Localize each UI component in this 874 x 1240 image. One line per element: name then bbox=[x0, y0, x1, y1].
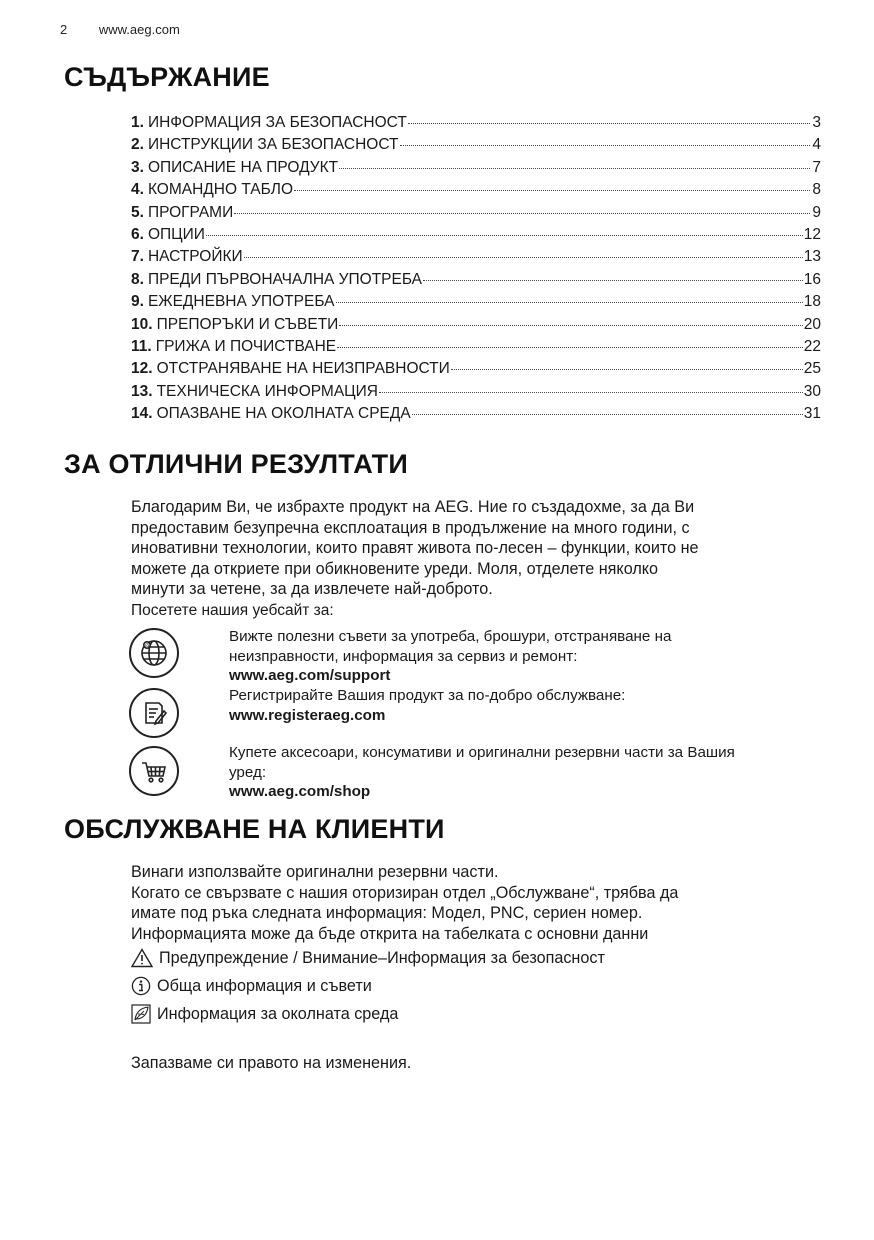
toc-item-label: НАСТРОЙКИ bbox=[147, 248, 243, 266]
web-item-text bbox=[229, 627, 819, 686]
service-heading: ОБСЛУЖВАНЕ НА КЛИЕНТИ bbox=[64, 814, 445, 844]
toc-item-page: 7 bbox=[812, 158, 821, 176]
toc-item-number: 3. bbox=[131, 158, 144, 176]
visit-label: Посетете нашия уебсайт за: bbox=[131, 602, 334, 619]
service-paragraph bbox=[131, 862, 821, 944]
toc-item-page: 3 bbox=[812, 114, 821, 131]
toc-item-number: 8. bbox=[131, 270, 144, 288]
text-line: минути за четене, за да извлечете най-доброто. bbox=[131, 580, 493, 599]
toc-item-page: 25 bbox=[803, 360, 821, 378]
toc-item-number: 12. bbox=[131, 360, 153, 378]
page-header bbox=[60, 22, 180, 37]
legend-text: Информация за околната среда bbox=[157, 1005, 399, 1023]
text-line: Вижте полезни съвети за употреба, брошури, отстраняване на bbox=[229, 628, 672, 645]
legend-warning bbox=[131, 948, 605, 968]
toc-item-label: ПРЕПОРЪКИ И СЪВЕТИ bbox=[156, 315, 339, 333]
toc-leader bbox=[336, 288, 803, 303]
toc-item-page: 12 bbox=[803, 225, 821, 243]
toc-item-label: ИНФОРМАЦИЯ ЗА БЕЗОПАСНОСТ bbox=[147, 114, 407, 131]
toc-item[interactable] bbox=[131, 403, 821, 425]
support-link[interactable]: www.aeg.com/support bbox=[229, 667, 391, 685]
toc-leader bbox=[294, 176, 810, 191]
toc-item-label: ИНСТРУКЦИИ ЗА БЕЗОПАСНОСТ bbox=[147, 136, 399, 154]
text-line: иновативни технологии, които правят живота по-лесен – функции, които не bbox=[131, 539, 699, 558]
text-line: Информацията може да бъде открита на табелката с основни данни bbox=[131, 924, 649, 943]
toc-item-number: 13. bbox=[131, 382, 153, 400]
toc-leader bbox=[206, 221, 803, 236]
text-line: Винаги използвайте оригинални резервни части. bbox=[131, 863, 499, 881]
toc-item-label: ПРОГРАМИ bbox=[147, 203, 234, 221]
text-line: неизправности, информация за сервиз и ремонт: bbox=[229, 647, 578, 665]
legend-text: Предупреждение / Внимание–Информация за безопасност bbox=[159, 949, 605, 967]
legend-environment bbox=[131, 1004, 398, 1024]
toc-leader bbox=[337, 333, 803, 348]
toc-item-page: 30 bbox=[803, 382, 821, 400]
toc-leader bbox=[423, 266, 803, 281]
leaf-icon bbox=[131, 1004, 151, 1024]
toc-item-label: ЕЖЕДНЕВНА УПОТРЕБА bbox=[147, 293, 335, 311]
toc-item-page: 9 bbox=[812, 203, 821, 221]
toc-item-number: 4. bbox=[131, 181, 144, 199]
toc-item-number: 5. bbox=[131, 203, 144, 221]
toc-item-label: ОТСТРАНЯВАНЕ НА НЕИЗПРАВНОСТИ bbox=[156, 360, 450, 378]
warning-icon bbox=[131, 948, 153, 968]
toc-item-label: КОМАНДНО ТАБЛО bbox=[147, 181, 294, 199]
toc-item-label: ОПЦИИ bbox=[147, 225, 205, 243]
toc-item-page: 16 bbox=[803, 270, 821, 288]
toc-item-label: ГРИЖА И ПОЧИСТВАНЕ bbox=[155, 337, 337, 355]
text-line: уред: bbox=[229, 763, 267, 781]
text-line: Благодарим Ви, че избрахте продукт на AEG. Ние го създадохме, за да Ви bbox=[131, 498, 695, 516]
toc-leader bbox=[379, 378, 803, 393]
toc-item-label: ПРЕДИ ПЪРВОНАЧАЛНА УПОТРЕБА bbox=[147, 270, 423, 288]
website-url[interactable]: www.aeg.com bbox=[98, 22, 180, 37]
intro-paragraph bbox=[131, 497, 821, 600]
toc-item-page: 8 bbox=[812, 181, 821, 199]
toc-leader bbox=[244, 243, 803, 258]
toc-leader bbox=[408, 109, 810, 124]
toc-item-page: 13 bbox=[803, 248, 821, 266]
register-icon bbox=[129, 688, 179, 738]
cart-icon bbox=[129, 746, 179, 796]
svg-text:@: @ bbox=[144, 642, 151, 650]
text-line: имате под ръка следната информация: Модел, PNC, сериен номер. bbox=[131, 904, 643, 923]
toc-leader bbox=[451, 355, 803, 370]
rights-notice: Запазваме си правото на изменения. bbox=[131, 1054, 412, 1072]
toc-item-label: ОПАЗВАНЕ НА ОКОЛНАТА СРЕДА bbox=[156, 405, 411, 423]
toc-heading: СЪДЪРЖАНИЕ bbox=[64, 62, 270, 92]
table-of-contents bbox=[131, 112, 821, 425]
toc-item-number: 14. bbox=[131, 405, 153, 423]
text-line: Регистрирайте Вашия продукт за по-добро обслужване: bbox=[229, 687, 626, 704]
text-line: предоставим безупречна експлоатация в продължение на много години, с bbox=[131, 518, 690, 537]
toc-item-number: 1. bbox=[131, 114, 144, 131]
toc-item-number: 10. bbox=[131, 315, 153, 333]
legend-info bbox=[131, 976, 372, 996]
web-item-text bbox=[229, 686, 819, 725]
toc-item-page: 18 bbox=[803, 293, 821, 311]
toc-leader bbox=[234, 199, 810, 214]
text-line: можете да откриете при обикновените уреди. Моля, отделете няколко bbox=[131, 559, 659, 578]
toc-item-label: ОПИСАНИЕ НА ПРОДУКТ bbox=[147, 158, 339, 176]
page-number: 2 bbox=[60, 22, 68, 37]
text-line: Купете аксесоари, консумативи и оригинални резервни части за Вашия bbox=[229, 744, 735, 761]
toc-item-page: 20 bbox=[803, 315, 821, 333]
toc-item-page: 4 bbox=[812, 136, 821, 154]
globe-icon bbox=[129, 628, 179, 678]
toc-item-label: ТЕХНИЧЕСКА ИНФОРМАЦИЯ bbox=[156, 382, 378, 400]
toc-item-page: 22 bbox=[803, 337, 821, 355]
register-link[interactable]: www.registeraeg.com bbox=[229, 706, 386, 724]
legend-text: Обща информация и съвети bbox=[157, 977, 372, 995]
info-icon bbox=[131, 976, 151, 996]
toc-leader bbox=[400, 131, 811, 146]
toc-leader bbox=[339, 154, 810, 169]
shop-link[interactable]: www.aeg.com/shop bbox=[229, 783, 371, 801]
results-heading: ЗА ОТЛИЧНИ РЕЗУЛТАТИ bbox=[64, 449, 408, 479]
toc-item-number: 7. bbox=[131, 248, 144, 266]
text-line: Когато се свързвате с нашия оторизиран отдел „Обслужване“, трябва да bbox=[131, 883, 679, 902]
toc-leader bbox=[339, 311, 802, 326]
toc-item-number: 2. bbox=[131, 136, 144, 154]
toc-leader bbox=[412, 400, 803, 415]
toc-item-number: 9. bbox=[131, 293, 144, 311]
toc-item-number: 11. bbox=[131, 337, 152, 355]
toc-item-page: 31 bbox=[803, 405, 821, 423]
toc-item-number: 6. bbox=[131, 225, 144, 243]
web-item-text bbox=[229, 743, 819, 802]
